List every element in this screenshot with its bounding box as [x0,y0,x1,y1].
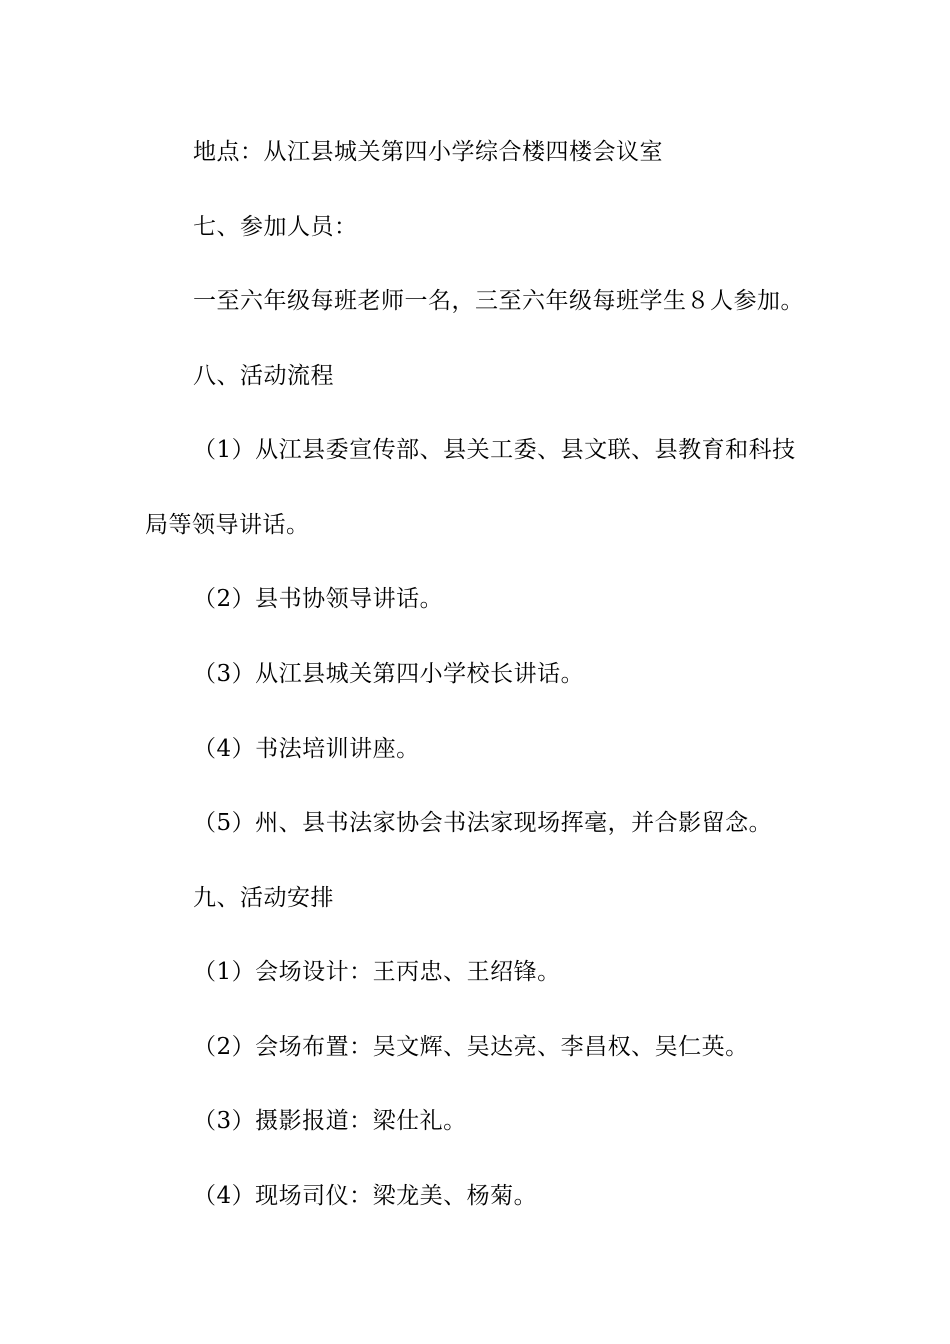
section-7-heading: 七、参加人员： [193,214,358,240]
arrangement-item-4: （4）现场司仪：梁龙美、杨菊。 [193,1183,538,1209]
process-item-5: （5）州、县书法家协会书法家现场挥毫，并合影留念。 [193,810,773,836]
arrangement-item-3: （3）摄影报道：梁仕礼。 [193,1108,467,1134]
arrangement-item-2: （2）会场布置：吴文辉、吴达亮、李昌权、吴仁英。 [193,1034,749,1060]
participants-line: 一至六年级每班老师一名，三至六年级每班学生８人参加。 [193,288,804,314]
process-item-3: （3）从江县城关第四小学校长讲话。 [193,661,585,687]
arrangement-item-1: （1）会场设计：王丙忠、王绍锋。 [193,959,561,985]
process-item-4: （4）书法培训讲座。 [193,736,420,762]
location-line: 地点：从江县城关第四小学综合楼四楼会议室 [193,139,663,165]
process-item-1-continuation: 局等领导讲话。 [145,512,310,538]
section-8-heading: 八、活动流程 [193,363,334,389]
process-item-1: （1）从江县委宣传部、县关工委、县文联、县教育和科技 [193,437,796,463]
process-item-2: （2）县书协领导讲话。 [193,586,444,612]
section-9-heading: 九、活动安排 [193,885,334,911]
